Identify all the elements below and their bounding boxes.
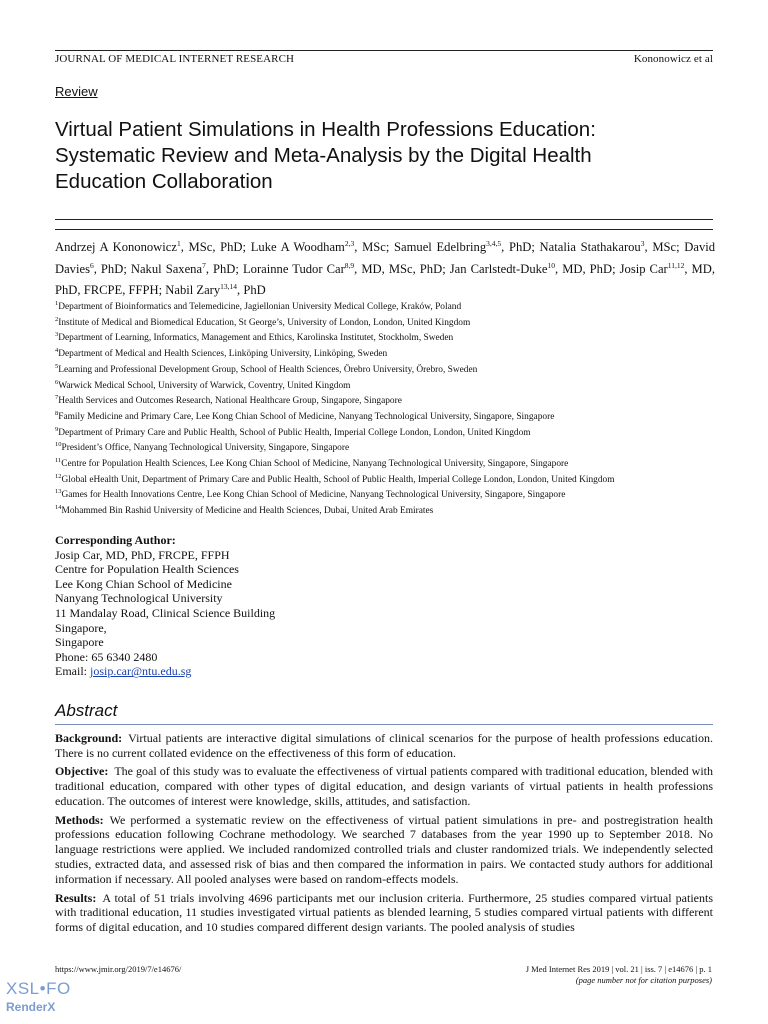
author-affil: 1 (176, 238, 181, 248)
abstract-rule (55, 724, 713, 725)
abstract-section (55, 813, 713, 888)
renderx-watermark (6, 979, 71, 1014)
affiliation-item: $^4$Department of Medical and Health Sciences, Linköping University, Linköping, Sweden (55, 346, 388, 360)
author-affil: 7 (202, 260, 206, 270)
abstract-section (55, 764, 713, 809)
affiliation-item: $^{13}$Games for Health Innovations Centre, Lee Kong Chian School of Medicine, Nanyang Technological University, Singapore, Singapore (55, 488, 566, 501)
corresponding-email-line (55, 664, 275, 679)
corresponding-author (55, 533, 275, 679)
watermark-line2: RenderX (6, 1000, 56, 1014)
author-name: Luke A Woodham (250, 240, 345, 254)
author-list: Andrzej A Kononowicz$^1$, MSc, PhD; Luke A Woodham$^{2,3}$, MSc; Samuel Edelbring$^{3,4,5}$, PhD; Natalia Stathakarou$^3$, MSc; David Davies$^6$, PhD; Nakul Saxena$^7$, PhD; Lorainne Tudor Car$^{8,9}$, MD, MSc, PhD; Jan Carlstedt-Duke$^{10}$, MD, PhD; Josip Car$^{11,12}$, MD, PhD, FRCPE, FFPH; Nabil Zary$^{13,14}$, PhD (55, 238, 716, 297)
corresponding-line: Lee Kong Chian School of Medicine (55, 576, 232, 591)
author-degrees: MD, MSc, PhD (361, 261, 443, 276)
watermark-line1: XSL•FO (6, 979, 71, 998)
affiliation-item: $^{12}$Global eHealth Unit, Department of Primary Care and Public Health, School of Public Health, Imperial College London, London, United Kingdom (55, 472, 615, 485)
author-name: David Davies (55, 240, 716, 276)
footer-citation (526, 964, 712, 986)
citation-note: (page number not for citation purposes) (575, 975, 712, 985)
author-degrees: PhD (243, 283, 266, 297)
author-name: Andrzej A Kononowicz (55, 240, 177, 254)
abstract-section (55, 891, 713, 936)
author-degrees: MD, PhD (562, 261, 613, 276)
title-line: Education Collaboration (55, 170, 273, 193)
affiliation-item: $^5$Learning and Professional Development Group, School of Health Sciences, Örebro University, Örebro, Sweden (55, 362, 478, 375)
section-text: We performed a systematic review on the effectiveness of virtual patient simulations in pre- and postregistration health professions education following Cochrane methodology. We searched 7 databases from the year 1990 up to September 2018. No language restrictions were applied. We included randomized controlled trials and cluster randomized trials. We independently selected studies, extracted data, and assessed risk of bias and then compared the information in pairs. We contacted study authors for additional information if necessary. All pooled analyses were based on random-effects models. (55, 812, 713, 887)
article-title (55, 117, 705, 195)
author-affil: 8,9 (344, 260, 355, 270)
author-name: Nakul Saxena (130, 261, 203, 276)
affiliation-item: $^6$Warwick Medical School, University of Warwick, Coventry, United Kingdom (55, 378, 351, 391)
section-text: Virtual patients are interactive digital simulations of clinical scenarios for the purpose of health professions education. There is no current collated evidence on the effectiveness of this form of education. (55, 731, 713, 760)
author-degrees: PhD (100, 261, 124, 276)
abstract-heading: Abstract (55, 701, 118, 720)
author-affil: 3,4,5 (486, 238, 502, 248)
corresponding-heading: Corresponding Author: (55, 533, 176, 547)
corresponding-line: Singapore, (55, 620, 107, 635)
section-text: The goal of this study was to evaluate the effectiveness of virtual patients compared with traditional education, blended with traditional education, compared with other types of digital education, and design variants of virtual patients in health professions education. The outcomes of interest were knowledge, skills, attitudes, and satisfaction. (55, 764, 713, 809)
author-affil: 13,14 (220, 281, 238, 291)
email-label: Email: (55, 664, 87, 679)
corresponding-line: Centre for Population Health Sciences (55, 562, 239, 577)
author-degrees: PhD (508, 240, 532, 254)
header-rule (55, 50, 713, 51)
affiliation-item: $^2$Institute of Medical and Biomedical Education, St George’s, University of London, London, United Kingdom (55, 315, 471, 328)
author-affil: 6 (89, 260, 94, 270)
author-name: Natalia Stathakarou (539, 240, 641, 254)
title-rule-bottom (55, 229, 713, 230)
running-header (55, 53, 713, 65)
section-label: Results: (55, 890, 97, 905)
title-line: Virtual Patient Simulations in Health Professions Education: (55, 118, 596, 141)
author-name: Jan Carlstedt-Duke (449, 261, 548, 276)
author-name: Lorainne Tudor Car (242, 261, 345, 276)
section-label: Background: (55, 731, 123, 745)
author-short: Kononowicz et al (633, 53, 713, 65)
author-degrees: PhD (213, 261, 236, 276)
affiliation-item: $^{14}$Mohammed Bin Rashid University of Medicine and Health Sciences, Dubai, United Arab Emirates (55, 504, 434, 517)
affiliation-item: $^8$Family Medicine and Primary Care, Lee Kong Chian School of Medicine, Nanyang Technological University, Singapore, Singapore (55, 409, 555, 422)
corresponding-line: Josip Car, MD, PhD, FRCPE, FFPH (55, 547, 230, 562)
section-label: Objective: (55, 764, 109, 779)
affiliation-item: $^{11}$Centre for Population Health Sciences, Lee Kong Chian School of Medicine, Nanyang Technological University, Singapore, Singapore (55, 456, 569, 470)
abstract-section (55, 731, 713, 761)
corresponding-line: Nanyang Technological University (55, 591, 223, 606)
corresponding-line: 11 Mandalay Road, Clinical Science Building (55, 605, 276, 620)
affiliation-item: $^{10}$President’s Office, Nanyang Technological University, Singapore, Singapore (55, 441, 350, 454)
journal-name: JOURNAL OF MEDICAL INTERNET RESEARCH (55, 53, 295, 65)
affiliation-item: $^7$Health Services and Outcomes Research, National Healthcare Group, Singapore, Singapore (55, 394, 402, 407)
title-line: Systematic Review and Meta-Analysis by the Digital Health (55, 144, 592, 167)
email-link[interactable]: josip.car@ntu.edu.sg (90, 664, 192, 679)
author-affil: 3 (640, 238, 645, 248)
author-degrees: MSc (362, 240, 386, 254)
footer-url[interactable]: https://www.jmir.org/2019/7/e14676/ (55, 964, 182, 974)
corresponding-line: Singapore (55, 635, 104, 650)
section-label: Methods: (55, 812, 104, 827)
author-name: Samuel Edelbring (394, 240, 487, 254)
affiliation-item: $^3$Department of Learning, Informatics, Management and Ethics, Karolinska Institutet, Stockholm, Sweden (55, 331, 454, 344)
author-affil: 2,3 (344, 238, 355, 248)
author-affil: 10 (547, 260, 556, 270)
article-type-link[interactable]: Review (55, 84, 98, 99)
citation-line: J Med Internet Res 2019 | vol. 21 | iss. 7 | e14676 | p. 1 (525, 964, 712, 974)
author-name: Nabil Zary (165, 283, 221, 297)
author-degrees: MSc, PhD (188, 240, 243, 254)
corresponding-line: Phone: 65 6340 2480 (55, 649, 158, 664)
affiliation-list (55, 300, 735, 520)
section-text: A total of 51 trials involving 4696 participants met our inclusion criteria. Furthermore, 25 studies compared virtual patients with traditional education, 11 studies investigated virtual patients as blended learning, 5 studies compared virtual patients with different forms of digital education, and 10 studies compared different design variants. The pooled analysis of studies (55, 890, 713, 935)
author-degrees: MD, PhD, FRCPE, FFPH (55, 261, 715, 297)
affiliation-item: $^9$Department of Primary Care and Public Health, School of Public Health, Imperial College London, London, United Kingdom (55, 425, 531, 438)
title-rule-top (55, 219, 713, 220)
author-affil: 11,12 (667, 260, 685, 270)
affiliation-item: $^1$Department of Bioinformatics and Telemedicine, Jagiellonian University Medical College, Kraków, Poland (55, 299, 462, 312)
author-degrees: MSc (652, 240, 677, 254)
abstract-body (55, 731, 713, 939)
author-name: Josip Car (619, 261, 668, 276)
